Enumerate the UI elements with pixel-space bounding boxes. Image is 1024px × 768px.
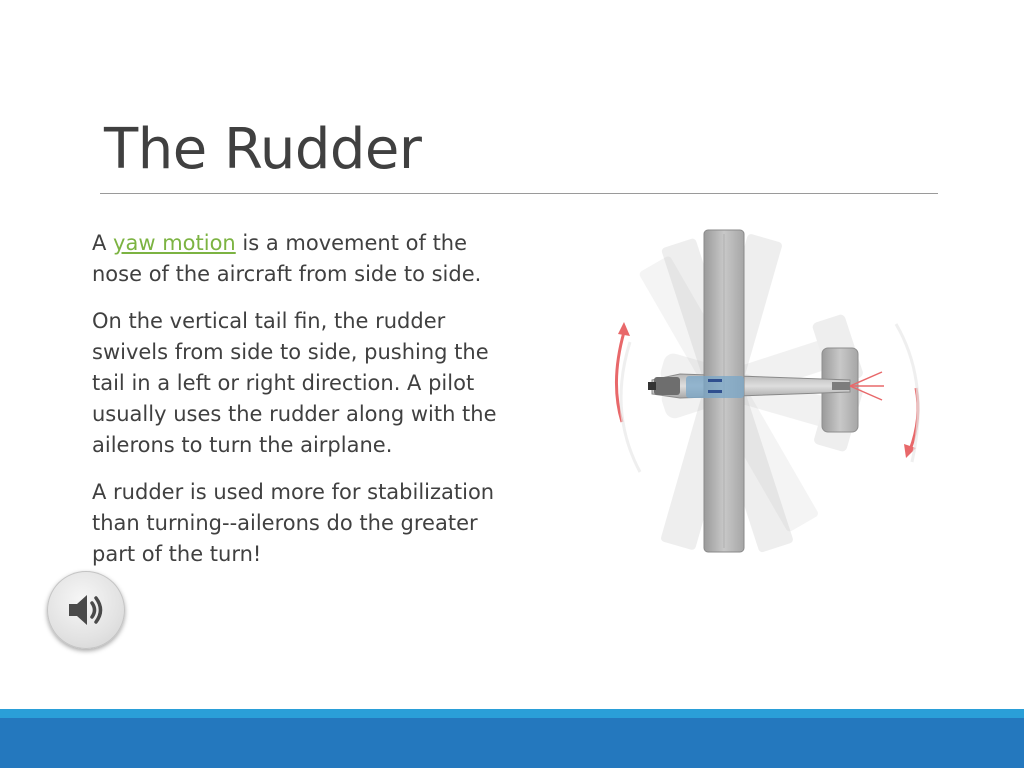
slide-body	[92, 228, 512, 586]
paragraph-prefix: A	[92, 231, 114, 255]
airplane-yaw-illustration	[600, 212, 930, 568]
paragraph-rudder-stabilization: A rudder is used more for stabilization than turning--ailerons do the greater part of the turn!	[92, 480, 495, 566]
paragraph-rudder-function: On the vertical tail fin, the rudder swivels from side to side, pushing the tail in a left or right direction. A pilot usually uses the rudder along with the ailerons to turn the airplane.	[92, 309, 497, 457]
audio-play-button[interactable]	[47, 571, 125, 649]
paragraph-suffix: is a movement of the nose of the aircraft from side to side.	[92, 231, 482, 286]
slide-title: The Rudder	[104, 117, 422, 182]
footer-accent-stripe	[0, 709, 1024, 718]
airplane-yaw-svg	[600, 212, 930, 568]
title-divider	[100, 193, 938, 194]
footer-bar	[0, 718, 1024, 768]
speaker-icon	[66, 591, 106, 629]
paragraph-yaw-definition	[92, 228, 512, 290]
yaw-motion-link[interactable]: yaw motion	[113, 231, 236, 255]
